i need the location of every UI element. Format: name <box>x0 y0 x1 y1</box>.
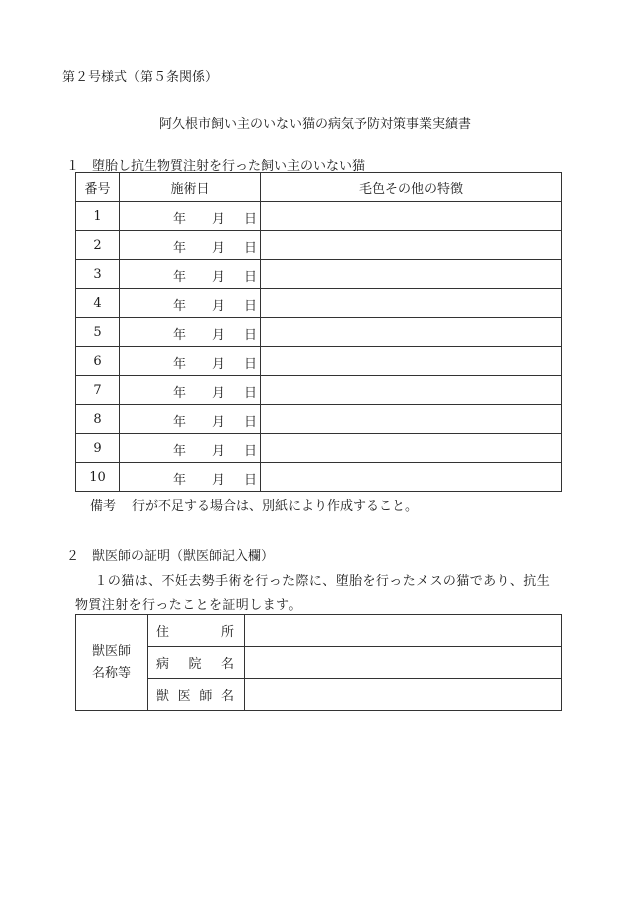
month-label: 月 <box>212 357 226 372</box>
year-label: 年 <box>173 357 187 372</box>
table-row <box>76 231 562 260</box>
remark-label: 備考 <box>90 499 117 514</box>
hospital-label <box>148 647 245 679</box>
cats-table <box>75 172 562 492</box>
address-label-char: 住 <box>156 625 170 640</box>
row-number: 8 <box>76 405 120 434</box>
day-label: 日 <box>244 357 258 372</box>
vet-name-label-char: 医 <box>177 689 191 704</box>
date-cell[interactable] <box>120 231 261 260</box>
table-row <box>76 434 562 463</box>
day-label: 日 <box>244 328 258 343</box>
vet-row-hospital <box>76 647 562 679</box>
section1-number: １ <box>66 159 80 174</box>
year-label: 年 <box>173 444 187 459</box>
table-row <box>76 405 562 434</box>
features-cell[interactable] <box>261 202 562 231</box>
date-cell[interactable] <box>120 318 261 347</box>
month-label: 月 <box>212 241 226 256</box>
hospital-label-char: 院 <box>188 657 202 672</box>
header-date: 施術日 <box>120 173 261 202</box>
row-number: 6 <box>76 347 120 376</box>
features-cell[interactable] <box>261 260 562 289</box>
day-label: 日 <box>244 212 258 227</box>
features-cell[interactable] <box>261 318 562 347</box>
hospital-value-cell[interactable] <box>245 647 562 679</box>
month-label: 月 <box>212 473 226 488</box>
day-label: 日 <box>244 444 258 459</box>
section1-heading-text: 堕胎し抗生物質注射を行った飼い主のいない猫 <box>92 159 366 174</box>
month-label: 月 <box>212 444 226 459</box>
vet-name-label <box>148 679 245 711</box>
year-label: 年 <box>173 415 187 430</box>
table-row <box>76 463 562 492</box>
address-label <box>148 615 245 647</box>
features-cell[interactable] <box>261 434 562 463</box>
year-label: 年 <box>173 299 187 314</box>
vet-group-label-line2: 名称等 <box>91 665 131 681</box>
cats-table-header-row <box>76 173 562 202</box>
features-cell[interactable] <box>261 405 562 434</box>
table-row <box>76 260 562 289</box>
month-label: 月 <box>212 328 226 343</box>
date-cell[interactable] <box>120 405 261 434</box>
section2-heading-text: 獣医師の証明（獣医師記入欄） <box>92 549 275 564</box>
day-label: 日 <box>244 270 258 285</box>
section2-heading <box>66 545 274 564</box>
features-cell[interactable] <box>261 347 562 376</box>
remark <box>90 495 418 514</box>
remark-text: 行が不足する場合は、別紙により作成すること。 <box>132 499 419 514</box>
day-label: 日 <box>244 473 258 488</box>
row-number: 7 <box>76 376 120 405</box>
row-number: 4 <box>76 289 120 318</box>
certification-text: １の猫は、不妊去勢手術を行った際に、堕胎を行ったメスの猫であり、抗生物質注射を行ったことを証明します。 <box>75 574 551 613</box>
date-cell[interactable] <box>120 434 261 463</box>
date-cell[interactable] <box>120 347 261 376</box>
month-label: 月 <box>212 386 226 401</box>
month-label: 月 <box>212 270 226 285</box>
vet-group-label-line1: 獣医師 <box>91 643 131 659</box>
hospital-label-char: 病 <box>156 657 170 672</box>
day-label: 日 <box>244 241 258 256</box>
day-label: 日 <box>244 386 258 401</box>
year-label: 年 <box>173 241 187 256</box>
day-label: 日 <box>244 415 258 430</box>
header-features: 毛色その他の特徴 <box>261 173 562 202</box>
vet-row-address <box>76 615 562 647</box>
row-number: 1 <box>76 202 120 231</box>
table-row <box>76 318 562 347</box>
row-number: 10 <box>76 463 120 492</box>
row-number: 5 <box>76 318 120 347</box>
form-number: 第２号様式（第５条関係） <box>62 70 219 85</box>
table-row <box>76 202 562 231</box>
date-cell[interactable] <box>120 202 261 231</box>
table-row <box>76 376 562 405</box>
address-label-char: 所 <box>220 625 234 640</box>
header-no: 番号 <box>76 173 120 202</box>
date-cell[interactable] <box>120 260 261 289</box>
month-label: 月 <box>212 415 226 430</box>
day-label: 日 <box>244 299 258 314</box>
month-label: 月 <box>212 299 226 314</box>
date-cell[interactable] <box>120 376 261 405</box>
hospital-label-char: 名 <box>220 657 234 672</box>
vet-name-label-char: 獣 <box>156 689 170 704</box>
vet-row-name <box>76 679 562 711</box>
features-cell[interactable] <box>261 231 562 260</box>
month-label: 月 <box>212 212 226 227</box>
year-label: 年 <box>173 386 187 401</box>
features-cell[interactable] <box>261 376 562 405</box>
vet-name-label-char: 名 <box>220 689 234 704</box>
year-label: 年 <box>173 328 187 343</box>
features-cell[interactable] <box>261 463 562 492</box>
vet-name-value-cell[interactable] <box>245 679 562 711</box>
section2-number: ２ <box>66 549 80 564</box>
row-number: 9 <box>76 434 120 463</box>
table-row <box>76 289 562 318</box>
vet-group-label <box>76 615 148 711</box>
vet-name-label-char: 師 <box>199 689 213 704</box>
date-cell[interactable] <box>120 289 261 318</box>
year-label: 年 <box>173 473 187 488</box>
row-number: 2 <box>76 231 120 260</box>
document-title: 阿久根市飼い主のいない猫の病気予防対策事業実績書 <box>158 117 471 132</box>
address-value-cell[interactable] <box>245 615 562 647</box>
row-number: 3 <box>76 260 120 289</box>
features-cell[interactable] <box>261 289 562 318</box>
table-row <box>76 347 562 376</box>
vet-table <box>75 614 562 711</box>
year-label: 年 <box>173 270 187 285</box>
date-cell[interactable] <box>120 463 261 492</box>
year-label: 年 <box>173 212 187 227</box>
